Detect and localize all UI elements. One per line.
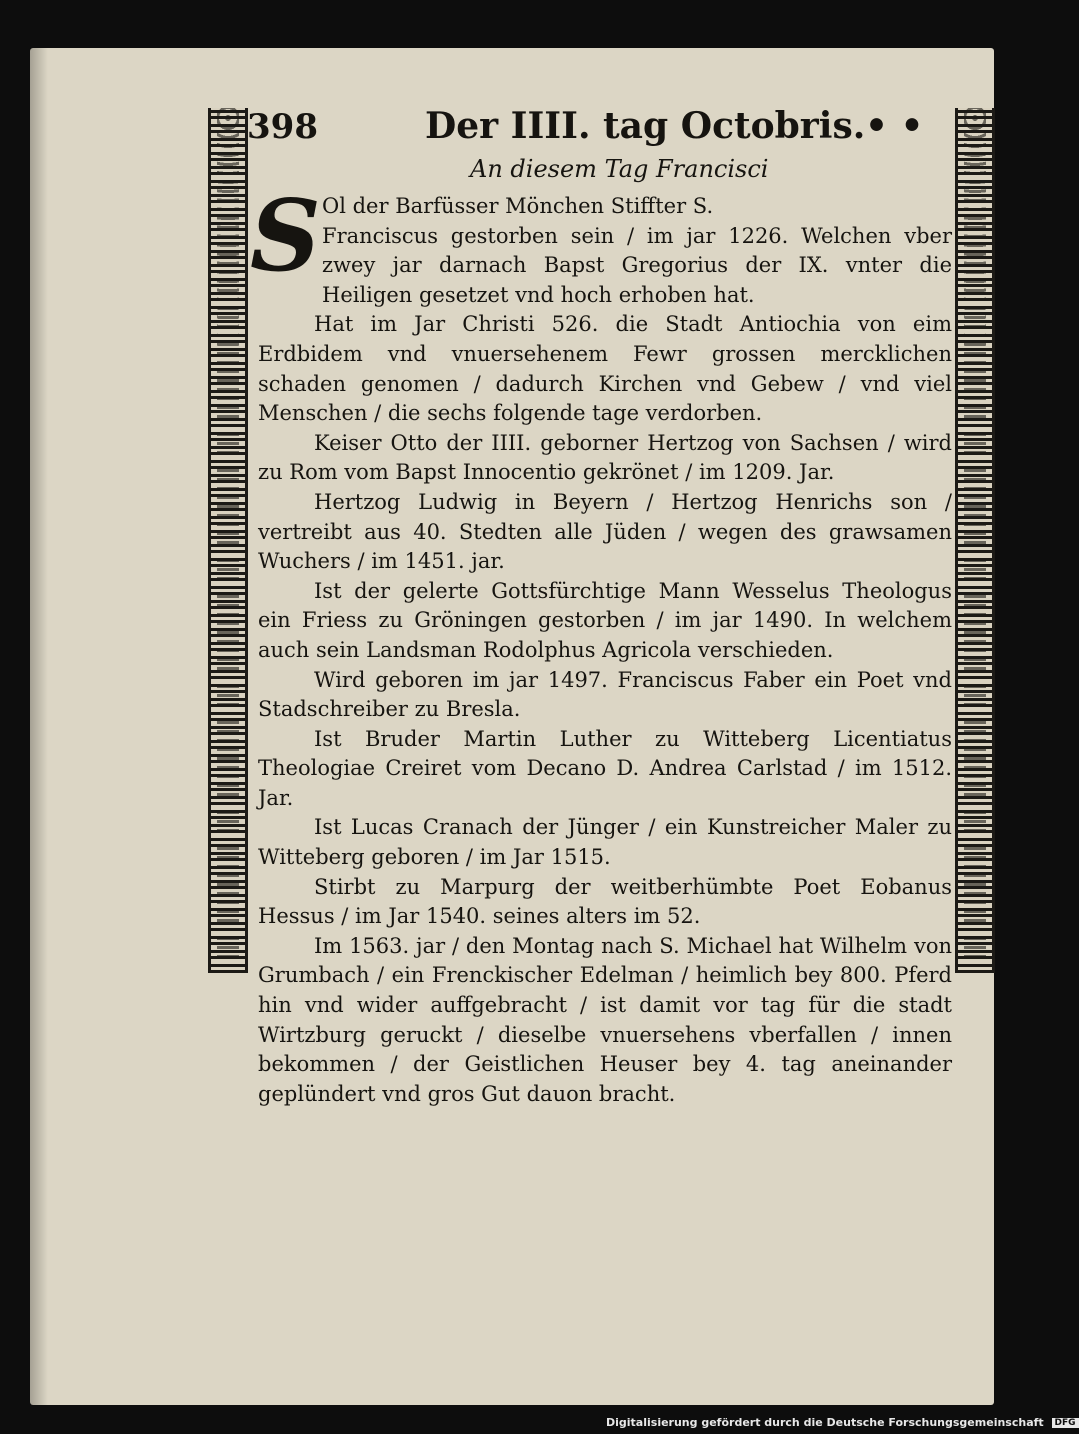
dfg-logo: DFG (1052, 1418, 1079, 1428)
paragraph: Im 1563. jar / den Montag nach S. Michael hat Wilhelm von Grumbach / ein Frenckischer Edelman / heimlich bey 800. Pferd hin vnd wider auffgebracht / ist damit vor tag für die stadt Wirtzburg geruckt / dieselbe vnuersehens vberfallen / innen bekommen / der Geistlichen Heuser bey 4. tag aneinander geplündert vnd gros Gut dauon bracht. (258, 933, 952, 1106)
paragraph: Wird geboren im jar 1497. Franciscus Faber ein Poet vnd Stadschreiber zu Bresla. (258, 667, 952, 722)
border-ornament (964, 108, 986, 973)
running-title: Der IIII. tag Octobris. (425, 105, 866, 147)
paragraph: Hertzog Ludwig in Beyern / Hertzog Henrichs son / vertreibt aus 40. Stedten alle Jüden / wegen des grawsamen Wuchers / im 1451. jar. (258, 489, 952, 574)
drop-cap-initial: S (250, 179, 321, 294)
page-gutter-shadow (30, 48, 48, 1405)
paragraph: Ist der gelerte Gottsfürchtige Mann Wesselus Theologus ein Friess zu Gröningen gestorben / im jar 1490. In welchem auch sein Landsman Rodolphus Agricola verschieden. (258, 578, 952, 662)
paragraph-first-line: Ol der Barfüsser Mönchen Stiffter S. (322, 194, 714, 218)
ornamental-border-left (208, 108, 248, 973)
paragraph (258, 192, 952, 310)
body-text (258, 192, 952, 1109)
page-header (245, 105, 945, 153)
ornamental-border-right (955, 108, 995, 973)
paragraph: Keiser Otto der IIII. geborner Hertzog von Sachsen / wird zu Rom vom Bapst Innocentio gekrönet / im 1209. Jar. (258, 430, 952, 485)
header-marks: • • (865, 105, 924, 147)
footer-credit: Digitalisierung gefördert durch die Deutsche Forschungsgemeinschaft (606, 1416, 1044, 1429)
paragraph: Stirbt zu Marpurg der weitberhümbte Poet Eobanus Hessus / im Jar 1540. seines alters im 52. (258, 874, 952, 929)
paragraph: Hat im Jar Christi 526. die Stadt Antiochia von eim Erdbidem vnd vnuersehenem Fewr grossen mercklichen schaden genomen / dadurch Kirchen vnd Gebew / vnd viel Menschen / die sechs folgende tage verdorben. (258, 312, 952, 426)
page-number: 398 (247, 107, 318, 147)
day-subtitle: An diesem Tag Francisci (470, 155, 769, 183)
paragraph: Ist Bruder Martin Luther zu Witteberg Licentiatus Theologiae Creiret vom Decano D. Andrea Carlstad / im 1512. Jar. (258, 726, 952, 810)
funding-footer (606, 1416, 1079, 1429)
paragraph: Ist Lucas Cranach der Jünger / ein Kunstreicher Maler zu Witteberg geboren / im Jar 1515. (258, 815, 952, 870)
paragraph-text: Franciscus gestorben sein / im jar 1226. Welchen vber zwey jar darnach Bapst Gregorius der IX. vnter die Heiligen gesetzet vnd hoch erhoben hat. (322, 223, 952, 307)
border-ornament (217, 108, 239, 973)
